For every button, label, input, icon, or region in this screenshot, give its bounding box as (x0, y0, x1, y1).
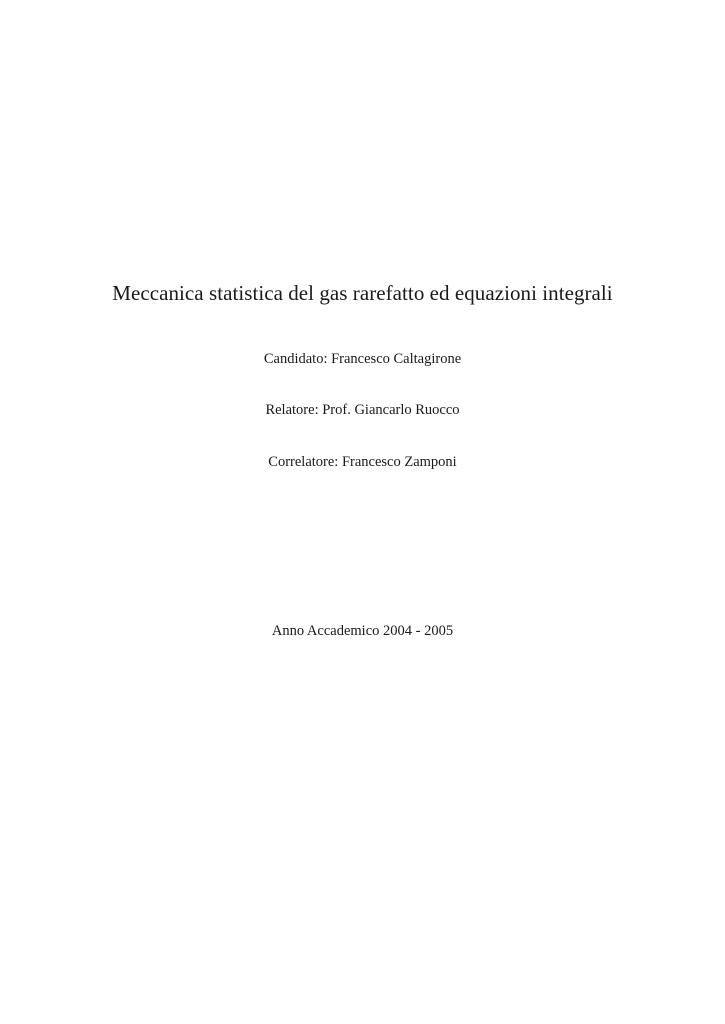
coadvisor-line: Correlatore: Francesco Zamponi (268, 454, 457, 470)
advisor-line: Relatore: Prof. Giancarlo Ruocco (265, 402, 460, 418)
academic-year: Anno Accademico 2004 - 2005 (271, 623, 454, 639)
thesis-title: Meccanica statistica del gas rarefatto ed equazioni integrali (112, 281, 613, 305)
candidate-line: Candidato: Francesco Caltagirone (263, 351, 462, 367)
